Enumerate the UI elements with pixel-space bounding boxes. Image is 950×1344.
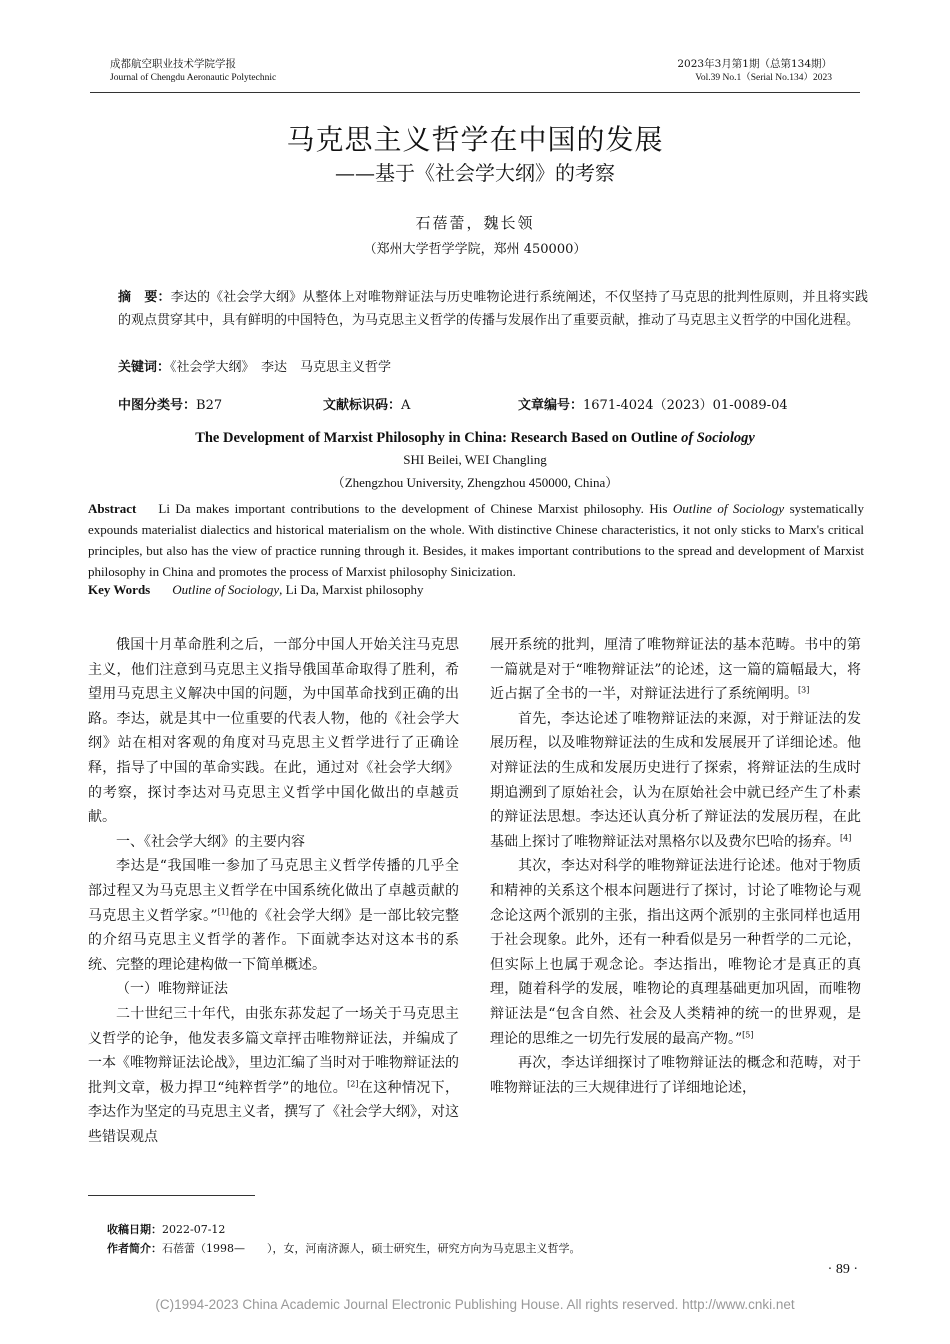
abstract-cn [118,287,868,332]
keywords-cn-label: 关键词： [118,360,171,375]
keywords-cn [118,356,391,375]
english-keywords-label: Key Words [88,582,151,597]
footnote-rule [88,1195,255,1196]
clc-code: 中图分类号：B27 [118,398,223,413]
body-column-left [88,633,459,1149]
journal-name-cn: 成都航空职业技术学院学报 [110,58,236,70]
paper-authors: 石蓓蕾，魏长领 [415,214,535,232]
issue-en: Vol.39 No.1（Serial No.134）2023 [695,73,832,83]
header-rule [90,92,860,93]
english-title: The Development of Marxist Philosophy in China: Research Based on Outline of Sociology [195,430,755,446]
body-column-right [490,633,861,1100]
citation[interactable]: [1] [217,906,229,916]
citation[interactable]: [3] [798,685,810,695]
abstract-cn-text: 李达的《社会学大纲》从整体上对唯物辩证法与历史唯物论进行系统阐述，不仅坚持了马克思的批判性原则，并且将实践的观点贯穿其中，具有鲜明的中国特色，为马克思主义哲学的传播与发展作出了重要贡献，推动了马克思主义哲学的中国化进程。 [118,290,868,328]
paper-title: 马克思主义哲学在中国的发展 [286,123,664,156]
doc-code: 文献标识码：A [323,398,411,413]
issue-cn: 2023年3月第1期（总第134期） [677,58,832,70]
footnote-received: 收稿日期：2022-07-12 [107,1223,226,1236]
english-abstract: Abstract Li Da makes important contributions to the development of Chinese Marxist philosophy. His Outline of Sociology systematically expounds materialist dialectics and historical materialism on the whole. With distinctive Chinese characteristics, it not only sticks to Marx's critical principles, but also has the view of practice running through it. Besides, it makes important contributions to the spread and development of Marxist philosophy in China and promotes the process of Marxist philosophy Sinicization. [88,501,864,579]
citation[interactable]: [2] [347,1079,359,1089]
journal-header-left [110,57,276,85]
paragraph: 再次，李达详细探讨了唯物辩证法的概念和范畴，对于唯物辩证法的三大规律进行了详细地论述， [490,1055,861,1096]
citation[interactable]: [4] [840,833,852,843]
page-number: · 89 · [827,1262,858,1277]
english-abstract-label: Abstract [88,501,137,516]
abstract-cn-label: 摘 要： [118,290,171,305]
footnote-author: 作者简介：石蓓蕾（1998— ），女，河南济源人，硕士研究生，研究方向为马克思主义哲学。 [107,1242,581,1255]
section-heading: 一、《社会学大纲》的主要内容 [116,833,305,850]
paragraph: 展开系统的批判，厘清了唯物辩证法的基本范畴。书中的第一篇就是对于“唯物辩证法”的论述，这一篇的篇幅最大，将近占据了全书的一半，对辩证法进行了系统阐明。[3] [490,637,861,703]
citation[interactable]: [5] [742,1029,754,1039]
paper-affiliation: （郑州大学哲学学院，郑州 450000） [363,242,587,257]
english-affiliation: （Zhengzhou University, Zhengzhou 450000, China） [331,475,619,490]
subsection-heading: （一）唯物辩证法 [116,981,228,998]
paragraph: 李达是“我国唯一参加了马克思主义哲学传播的几乎全部过程又为马克思主义哲学在中国系统化做出了卓越贡献的马克思主义哲学家。”[1]他的《社会学大纲》是一部比较完整的介绍马克思主义哲学的著作。下面就李达对这本书的系统、完整的理论建构做一下简单概述。 [88,858,459,973]
english-keywords: Key Words Outline of Sociology, Li Da, Marxist philosophy [88,582,424,597]
copyright-watermark: (C)1994-2023 China Academic Journal Electronic Publishing House. All rights reserved. http://www.cnki.net [155,1297,795,1312]
journal-name-en: Journal of Chengdu Aeronautic Polytechnic [110,73,277,83]
paragraph: 其次，李达对科学的唯物辩证法进行论述。他对于物质和精神的关系这个根本问题进行了探讨，讨论了唯物论与观念论这两个派别的主张，指出这两个派别的主张同样也适用于社会现象。此外，还有一种看似是另一种哲学的二元论，但实际上也属于观念论。李达指出，唯物论才是真正的真理，随着科学的发展，唯物论的真理基础更加巩固，而唯物辩证法是“包含自然、社会及人类精神的统一的世界观，是理论的思维之一切先行发展的最高产物。”[5] [490,858,861,1047]
english-authors: SHI Beilei, WEI Changling [403,452,547,467]
article-number: 文章编号：1671-4024（2023）01-0089-04 [518,398,788,413]
journal-header-right [677,57,832,85]
classification-row [118,394,838,413]
keywords-cn-text: 《社会学大纲》 李达 马克思主义哲学 [170,360,392,375]
paragraph: 二十世纪三十年代，由张东荪发起了一场关于马克思主义哲学的论争，他发表多篇文章抨击唯物辩证法，并编成了一本《唯物辩证法论战》，里边汇编了当时对于唯物辩证法的批判文章，极力捍卫“纯粹哲学”的地位。[2]在这种情况下，李达作为坚定的马克思主义者，撰写了《社会学大纲》，对这些错误观点 [88,1005,459,1145]
paragraph: 俄国十月革命胜利之后，一部分中国人开始关注马克思主义，他们注意到马克思主义指导俄国革命取得了胜利，希望用马克思主义解决中国的问题，为中国革命找到正确的出路。李达，就是其中一位重要的代表人物，他的《社会学大纲》站在相对客观的角度对马克思主义哲学进行了正确诠释，指导了中国的革命实践。在此，通过对《社会学大纲》的考察，探讨李达对马克思主义哲学中国化做出的卓越贡献。 [88,637,459,826]
paragraph: 首先，李达论述了唯物辩证法的来源，对于辩证法的发展历程，以及唯物辩证法的生成和发展展开了详细论述。他对辩证法的生成和发展历史进行了探索，将辩证法的生成时期追溯到了原始社会，认为在原始社会中就已经产生了朴素的辩证法思想。李达还认真分析了辩证法的发展历程，在此基础上探讨了唯物辩证法对黑格尔以及费尔巴哈的扬弃。[4] [490,710,861,850]
paper-subtitle: ——基于《社会学大纲》的考察 [335,161,615,185]
